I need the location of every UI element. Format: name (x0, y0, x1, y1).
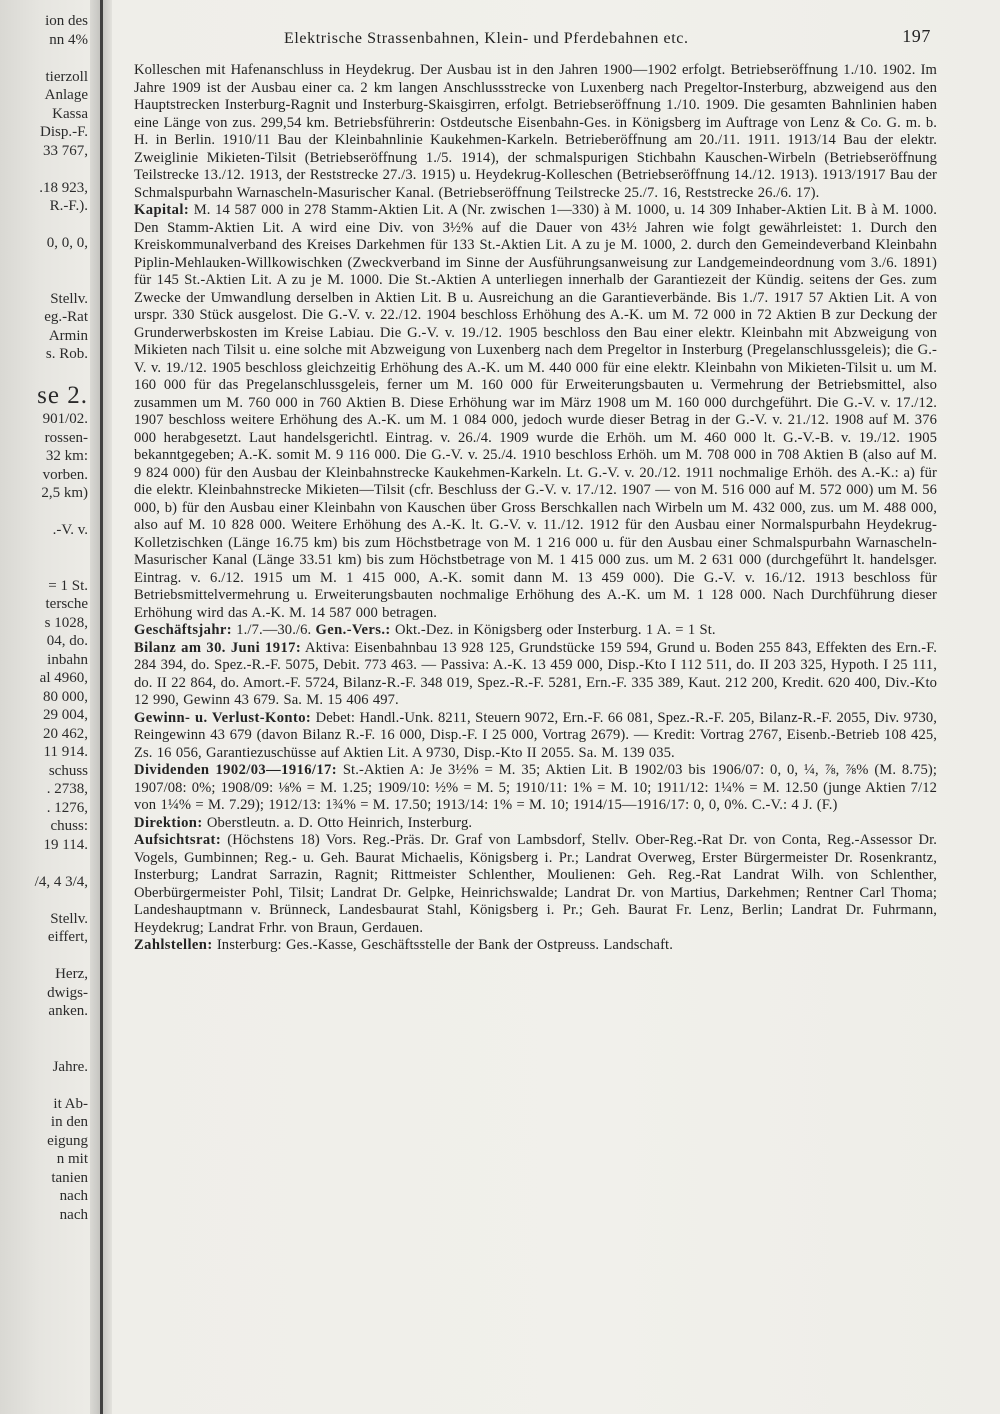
geschaeftsjahr-label: Geschäftsjahr: (134, 622, 233, 638)
left-fragment-line: .-V. v. (52, 522, 88, 538)
left-fragment-line: 11 914. (43, 744, 88, 760)
zahlstellen-label: Zahlstellen: (134, 937, 213, 953)
gewinn-paragraph (134, 710, 937, 763)
left-fragment-line: Herz, (55, 966, 88, 982)
left-fragment-line: Kassa (52, 105, 88, 122)
left-fragment-line: = 1 St. (48, 577, 88, 594)
kapital-label: Kapital: (134, 202, 190, 218)
direktion-paragraph (134, 815, 937, 833)
left-fragment-line: tanien (51, 1169, 88, 1186)
left-fragment-line (0, 854, 88, 873)
left-fragment-line (0, 160, 88, 179)
left-fragment-line: . 1276, (46, 799, 88, 816)
left-fragment-line: dwigs- (47, 984, 88, 1001)
left-fragment-line: eiffert, (47, 929, 88, 945)
left-fragment-line: it Ab- (53, 1095, 88, 1112)
left-fragment-line: nach (59, 1206, 88, 1223)
dividenden-text: St.-Aktien A: Je 3½% = M. 35; Aktien Lit. B 1902/03 bis 1906/07: 0, 0, ¼, ⅞, ⅞% (M. 8.75); 1907/08: 0%; 1908/09: ⅛% = M. 1.25; 1909/10: ½% = M. 5; 1910/11: 1% = M. 10; 1911/12: 1¼% = M. 12.50 (junge Aktien 7/12 von 1¼% = M. 7.29); 1912/13: 1¾% = M. 17.50; 1913/14: 1% = M. 10; 1914/15—1916/17: 0, 0, 0%. C.-V.: 4 J. (F.) (134, 762, 937, 813)
left-fragment-line: 32 km: (45, 448, 88, 464)
left-fragment-line: Jahre. (52, 1058, 88, 1075)
left-fragment-line: s. Rob. (45, 346, 88, 362)
left-fragment-line: nn 4% (49, 31, 88, 48)
left-fragment-line: R.-F.). (49, 198, 88, 214)
left-fragment-line (0, 1021, 88, 1040)
left-fragment-line (0, 364, 88, 383)
aufsichtsrat-paragraph (134, 832, 937, 937)
left-fragment-line: 0, 0, 0, (46, 235, 88, 251)
left-fragment-line: .18 923, (39, 179, 88, 196)
left-fragment-line: Stellv. (50, 910, 88, 927)
direktion-label: Direktion: (134, 814, 203, 831)
left-fragment-line: ion des (45, 13, 88, 29)
dividenden-label: Dividenden 1902/03—1916/17: (134, 762, 338, 778)
gewinn-label: Gewinn- u. Verlust-Konto: (134, 709, 312, 726)
left-fragment-line: 04, do. (46, 633, 88, 649)
left-fragment-line: tersche (45, 596, 88, 612)
left-fragment-line: schuss (48, 762, 88, 779)
left-fragment-line: eg.-Rat (44, 309, 88, 325)
gutter-line (100, 0, 103, 1414)
left-fragment-line: inbahn (47, 651, 88, 668)
left-fragment-line (0, 216, 88, 235)
aufsichtsrat-text: (Höchstens 18) Vors. Reg.-Präs. Dr. Graf von Lambsdorf, Stellv. Ober-Reg.-Rat Dr. von Conta, Reg.-Assessor Dr. Vogels, Gumbinnen; Reg.- u. Geh. Baurat Michaelis, Königsberg i. Pr.; Landrat Overweg, Erster Bürgermeister Dr. Rosenkrantz, Insterburg; Landrat Sarrazin, Ragnit; Rittmeister Schlenther, Moulienen: Geh. Reg.-Rat Landrat Wilh. von Schlenther, Oberbürgermeister Pohl, Tilsit; Landrat Dr. Gelpke, Heinrichswalde; Landrat Dr. von Martius, Darkehmen; Rentner Carl Thoma; Landeshauptmann v. Brünneck, Landesbaurat Stahl, Königsberg i. Pr.; Geh. Baurat Fr. Lenz, Berlin; Landrat Dr. Fuhrmann, Heydekrug; Landrat Frhr. von Braun, Gerdauen. (134, 832, 938, 936)
intro-paragraph: Kolleschen mit Hafenanschluss in Heydekrug. Der Ausbau ist in den Jahren 1900—1902 erfolgt. Betriebseröffnung 1./10. 1902. Im Jahre 1909 ist der Ausbau einer ca. 2 km langen Anschlussstrecke von Luxenberg nach Pregeltor-Insterburg, abzweigend aus den Hauptstrecken Insterburg-Ragnit und Insterburg-Skaisgirren, erfolgt. Betriebseröffnung 1./10. 1909. Die gesamten Bahnlinien haben eine Länge von zus. 299,54 km. Betriebsführerin: Ostdeutsche Eisenbahn-Ges. in Königsberg im Auftrage von Lenz & Co. G. m. b. H. in Berlin. 1910/11 Bau der Kleinbahnlinie Kaukehmen-Karkeln. Betrieberöffnung am 20./11. 1911. 1913/14 Bau der elektr. Zweiglinie Mikieten-Tilsit (Betriebseröffnung 1./5. 1914), der schmalspurigen Stichbahn Kauschen-Wirbeln (Betriebseröffnung Teilstrecke 13./12. 1913, der Reststrecke 27./3. 1915) u. Heydekrug-Kolleschen (Betriebseröffnung 14./12. 1913). 1913/1917 Bau der Schmalspurbahn Warnascheln-Masurischer Kanal. (Betriebseröffnung Teilstrecke 25./7. 16, Reststrecke 26./6. 17). (134, 62, 937, 201)
bilanz-label: Bilanz am 30. Juni 1917: (134, 639, 302, 656)
left-page-fragments (0, 12, 88, 1224)
left-fragment-line (0, 503, 88, 522)
left-fragment-line: Armin (48, 327, 88, 344)
left-fragment-line: 2,5 km) (41, 485, 88, 501)
left-fragment-line: 19 114. (43, 836, 88, 853)
left-fragment-line (0, 1039, 88, 1058)
zahlstellen-paragraph (134, 937, 937, 955)
gewinn-text: Debet: Handl.-Unk. 8211, Steuern 9072, Ern.-F. 66 081, Spez.-R.-F. 205, Bilanz-R.-F. 2055, Div. 9730, Reingewinn 43 679 (davon Bilanz R.-F. 16 000, Disp.-F. I 25 000, Vortrag 2679). — Kredit: Vortrag 2767, Eisenb.-Betrieb 108 425, Zs. 16 056, Garantiezuschüsse auf Aktien Lit. A 9730, Disp.-Kto II 2055. Sa. M. 139 035. (134, 709, 937, 761)
aufsichtsrat-label: Aufsichtsrat: (134, 832, 222, 848)
left-fragment-line: anken. (48, 1003, 88, 1019)
geschaeftsjahr-paragraph (134, 622, 937, 640)
left-fragment-line: se 2. (37, 382, 88, 409)
left-fragment-line (0, 540, 88, 559)
left-fragment-line: 29 004, (43, 707, 88, 723)
kapital-paragraph (134, 202, 937, 622)
left-fragment-line: . 2738, (46, 781, 88, 797)
left-fragment-line: rossen- (44, 429, 88, 446)
running-title: Elektrische Strassenbahnen, Klein- und Pferdebahnen etc. (284, 30, 689, 47)
left-fragment-line: 901/02. (42, 411, 88, 427)
left-fragment-line: eigung (47, 1132, 88, 1149)
direktion-text: Oberstleutn. a. D. Otto Heinrich, Insterburg. (206, 814, 473, 831)
page-number: 197 (902, 26, 931, 46)
left-fragment-line (0, 1076, 88, 1095)
running-header (134, 26, 937, 52)
dividenden-paragraph (134, 762, 937, 815)
left-fragment-line: s 1028, (44, 614, 88, 631)
left-fragment-line: al 4960, (39, 670, 88, 686)
left-fragment-line: nach (59, 1188, 88, 1204)
bilanz-paragraph (134, 640, 937, 710)
main-page (134, 26, 938, 955)
genvers-label: Gen.-Vers.: (315, 622, 391, 638)
left-fragment-line: 33 767, (43, 142, 88, 159)
left-fragment-line: 80 000, (43, 688, 88, 705)
left-fragment-line: Disp.-F. (40, 124, 88, 140)
kapital-text: M. 14 587 000 in 278 Stamm-Aktien Lit. A (Nr. zwischen 1—330) à M. 1000, u. 14 309 Inhaber-Aktien Lit. B à M. 1000. Den Stamm-Aktien Lit. A wird eine Div. von 3½% auf die Dauer von 43½ Jahren wie folgt gewährleistet: 1. Durch den Kreiskommunalverband des Kreises Darkehmen für 133 St.-Aktien Lit. A zu je M. 1000, 2. durch den Gemeindeverband Kleinbahn Piplin-Mehlauken-Willkowischken (Zweckverband im Sinne der Ausführungsanweisung zur Landgemeindeordnung vom 3./6. 1891) für 145 St.-Aktien Lit. A zu je M. 1000. Die St.-Aktien A unterliegen innerhalb der Garantiezeit der Kündig. seitens der Ges. zum Zwecke der Umwandlung derselben in Aktien Lit. B u. Ausreichung an die Garantieverbände. Bis 1./7. 1917 57 Aktien Lit. A von urspr. 330 Stück ausgelost. Die G.-V. v. 22./12. 1904 beschloss Erhöhung des A.-K. um M. 72 000 in 72 Aktien B zur Deckung der Grunderwerbskosten im Kreise Labiau. Die G.-V. v. 19./12. 1905 beschloss den Bau einer elektr. Kleinbahn mit Abzweigung von Mikieten nach Tilsit u. eine solche mit Abzweigung von Luxenberg nach dem Pregeltor in Insterburg (Pregelanschlussgeleis); die G.-V. v. 19./12. 1905 beschloss gleichzeitig Erhöhung des A.-K. um M. 440 000 für eine elektr. Kleinbahn von Mikieten-Tilsit u. um M. 160 000 für das Pregelanschlussgeleis, ferner um M. 160 000 für Erweiterungsbauten u. Vermehrung der Betriebsmittel, also zusammen um M. 760 000 in 760 Aktien B. Diese Erhöhung war im März 1908 um M. 160 000 durchgeführt. Die G.-V. v. 17./12. 1907 beschloss weitere Erhöhung des A.-K. um M. 1 084 000, jedoch wurde dieser Betrag in der G.-V. v. 21./12. 1908 auf M. 376 000 herabgesetzt. Laut handelsgerichtl. Eintrag. v. 26./4. 1909 wurde die Erhöh. um M. 460 000 lt. G.-V.-B. v. 19./12. 1905 bekanntgegeben; A.-K. somit M. 9 116 000. Die G.-V. v. 25./4. 1910 beschloss Erhöh. um M. 708 000 in 708 Aktien B (also auf M. 9 824 000) für den Ausbau der Kleinbahnstrecke Kaukehmen-Karkeln. Lt. G.-V. v. 20./12. 1911 nochmalige Erhöh. des A.-K.: a) für die elektr. Kleinbahnstrecke Mikieten—Tilsit (cfr. Beschluss der G.-V. v. 17./12. 1907 — von M. 516 000 auf M. 572 000) um M. 56 000, b) für den Ausbau einer Kleinbahn von Kauschen über Gross Berschkallen nach Wirbeln um M. 432 000, zus. um M. 488 000, also auf M. 10 828 000. Weitere Erhöhung des A.-K. lt. G.-V. v. 11./12. 1912 für den Ausbau einer Normalspurbahn Heydekrug-Kolletzischken (Länge 16.75 km) bis zum Höchstbetrage von M. 1 216 000 u. für den Ausbau einer Schmalspurbahn Warnascheln-Masurischer Kanal (Länge 33.51 km) bis zum Höchstbetrage von M. 1 415 000 zus. um M. 2 631 000 (durchgeführt lt. handelsger. Eintrag. v. 6./12. 1915 um M. 1 415 000, A.-K. somit dann M. 13 459 000). Die G.-V. v. 16./12. 1913 beschloss für Betriebsmittelvermehrung u. Erweiterungsbauten nochmalige Erhöhung des A.-K. um M. 1 128 000. Nach Durchführung dieser Erhöhung wird das A.-K. M. 14 587 000 betragen. (134, 202, 938, 621)
left-fragment-line (0, 49, 88, 68)
left-fragment-line: 20 462, (43, 725, 88, 742)
left-fragment-line: chuss: (50, 818, 88, 834)
bilanz-text: Aktiva: Eisenbahnbau 13 928 125, Grundstücke 159 594, Grund u. Boden 255 843, Effekten des Ern.-F. 284 394, do. Spez.-R.-F. 5075, Debit. 773 463. — Passiva: A.-K. 13 459 000, Disp.-Kto I 112 511, do. II 203 325, Hypoth. I 25 111, do. II 22 864, do. Amort.-F. 5724, Bilanz-R.-F. 348 019, Spez.-R.-F. 5281, Ern.-F. 335 389, Kaut. 212 200, Kredit. 620 400, Div.-Kto 12 990, Gewinn 43 679. Sa. M. 15 406 497. (134, 639, 937, 708)
genvers-text: Okt.-Dez. in Königsberg oder Insterburg. 1 A. = 1 St. (394, 622, 716, 638)
left-fragment-line (0, 271, 88, 290)
left-fragment-line (0, 947, 88, 966)
left-fragment-line: in den (50, 1114, 88, 1130)
left-fragment-line (0, 253, 88, 272)
left-fragment-line: tierzoll (45, 68, 88, 85)
left-fragment-line: vorben. (42, 466, 88, 483)
geschaeftsjahr-text: 1./7.—30./6. (236, 622, 312, 638)
left-fragment-line: Anlage (44, 87, 88, 103)
left-fragment-line (0, 558, 88, 577)
left-fragment-line: Stellv. (50, 290, 88, 307)
zahlstellen-text: Insterburg: Ges.-Kasse, Geschäftsstelle der Bank der Ostpreuss. Landschaft. (216, 937, 673, 953)
left-fragment-line: /4, 4 3/4, (34, 873, 88, 890)
left-fragment-line (0, 891, 88, 910)
left-fragment-line: n mit (56, 1151, 88, 1167)
